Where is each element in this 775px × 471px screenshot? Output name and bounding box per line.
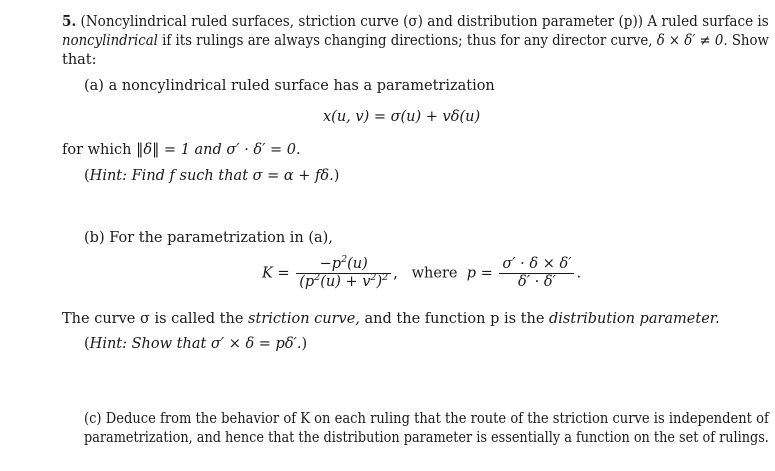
- problem-intro-tail: A ruled surface is: [647, 14, 769, 30]
- problem-intro-line-2: [62, 33, 769, 49]
- part-b-text: For the parametrization in (a),: [109, 230, 333, 246]
- K-denominator: $(p^2(u) + v^2)^2$: [299, 272, 389, 290]
- part-b-statement: [84, 230, 333, 246]
- part-c-text-1: Deduce from the behavior of K on each ruling that the route of the striction curve is independent of: [105, 411, 769, 427]
- noncylindrical-condition: δ × δ′ ≠ 0.: [656, 33, 728, 49]
- part-b-hint-text: Show that σ′ × δ = pδ′.: [131, 336, 302, 352]
- show-word: Show: [731, 33, 769, 49]
- conclusion-a: The curve σ is called the: [62, 311, 244, 327]
- p-denominator: δ′ · δ′: [517, 274, 556, 290]
- p-lhs: p =: [466, 265, 493, 282]
- part-a-equation: x(u, v) = σ(u) + vδ(u): [323, 109, 481, 125]
- where-word: where: [411, 265, 458, 282]
- term-noncylindrical: noncylindrical: [62, 33, 158, 49]
- problem-title: (Noncylindrical ruled surfaces, striction curve (σ) and distribution parameter (p)): [80, 14, 644, 30]
- problem-intro-line-3: that:: [62, 52, 97, 68]
- K-lhs: K =: [262, 265, 290, 282]
- part-b-label: (b): [84, 230, 105, 246]
- part-a-condition-prefix: for which: [62, 142, 132, 158]
- part-c-label: (c): [84, 411, 102, 427]
- part-b-conclusion: [62, 311, 720, 327]
- part-a-statement: [84, 78, 495, 94]
- part-a-hint: (Hint: Find f such that σ = α + fδ.): [84, 168, 340, 184]
- part-a-text: a noncylindrical ruled surface has a parametrization: [108, 78, 495, 94]
- part-a-hint-text: Find f such that σ = α + fδ.: [131, 168, 334, 184]
- part-b-formula: [262, 256, 581, 291]
- problem-intro-rest: if its rulings are always changing directions; thus for any director curve,: [162, 33, 653, 49]
- K-fraction: [296, 256, 391, 291]
- K-comma: ,: [393, 265, 398, 282]
- part-b-hint-label: Hint:: [89, 336, 128, 352]
- K-numerator: $-p^2(u)$: [296, 256, 391, 274]
- part-a-condition-math: ‖δ‖ = 1 and σ′ · δ′ = 0.: [136, 142, 301, 158]
- part-b-hint: (Hint: Show that σ′ × δ = pδ′.): [84, 336, 308, 352]
- problem-number: 5.: [62, 13, 77, 30]
- part-a-label: (a): [84, 78, 104, 94]
- problem-intro-line-1: [62, 13, 769, 30]
- term-striction-curve: striction curve,: [248, 311, 360, 327]
- term-distribution-parameter: distribution parameter.: [549, 311, 720, 327]
- part-a-hint-label: Hint:: [89, 168, 128, 184]
- part-a-condition: [62, 142, 301, 158]
- part-c-line-2: parametrization, and hence that the distribution parameter is essentially a function on the set of rulings.: [84, 430, 769, 446]
- p-fraction: [499, 256, 574, 291]
- part-c-line-1: [84, 411, 769, 427]
- p-numerator: σ′ · δ × δ′: [499, 256, 574, 274]
- p-period: .: [576, 265, 582, 282]
- conclusion-b: and the function p is the: [364, 311, 545, 327]
